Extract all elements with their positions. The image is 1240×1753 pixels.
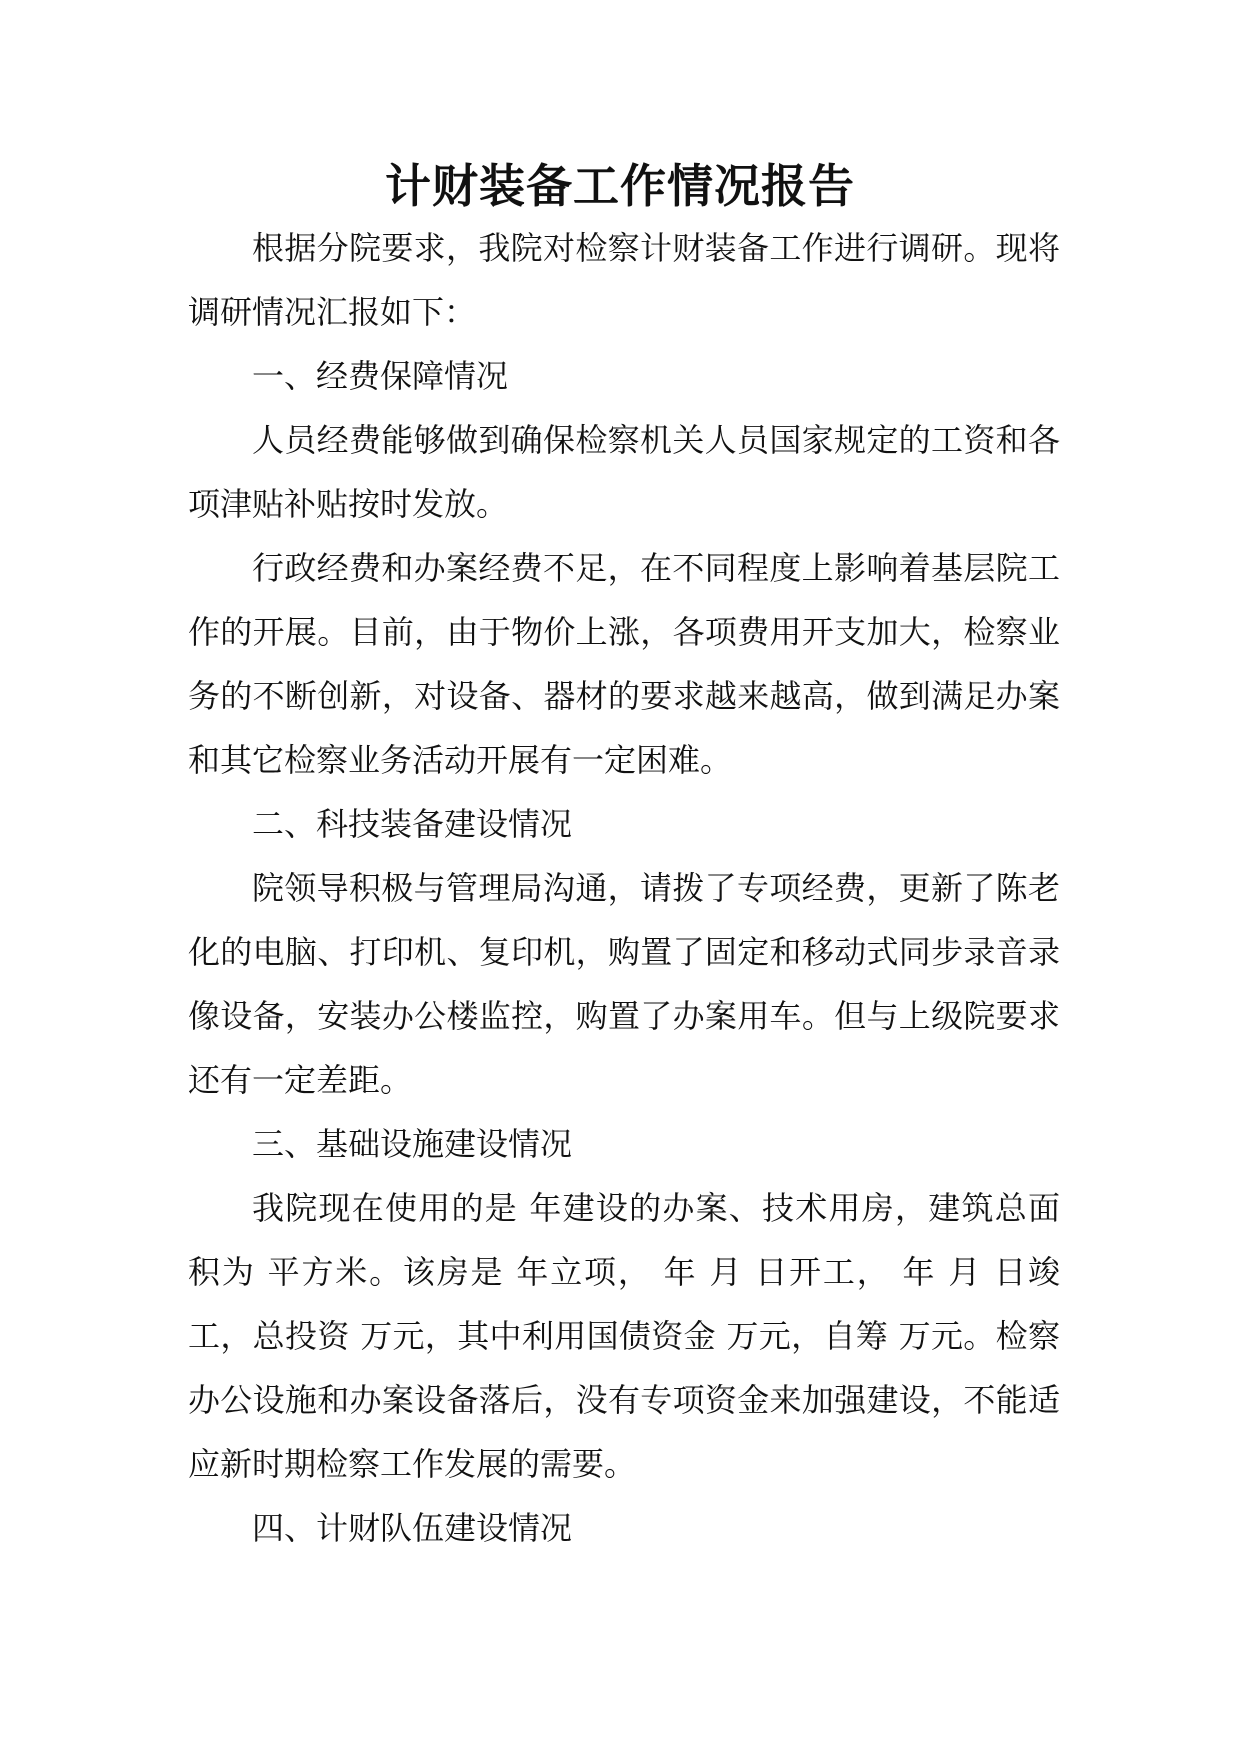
funding-paragraph-administrative: 行政经费和办案经费不足，在不同程度上影响着基层院工作的开展。目前，由于物价上涨，各项费用开支加大，检察业务的不断创新，对设备、器材的要求越来越高，做到满足办案和其它检察业务活动开展有一定困难。 [188,549,1060,779]
section-heading-team: 四、计财队伍建设情况 [252,1509,573,1547]
section-heading-infrastructure: 三、基础设施建设情况 [252,1125,573,1163]
infrastructure-paragraph: 我院现在使用的是 年建设的办案、技术用房，建筑总面积为 平方米。该房是 年立项， 年 月 日开工， 年 月 日竣工，总投资 万元，其中利用国债资金 万元，自筹 万元。检察办公设施和办案设备落后，没有专项资金来加强建设，不能适应新时期检察工作发展的需要。 [188,1189,1060,1483]
section-heading-funding: 一、经费保障情况 [252,357,509,395]
funding-paragraph-personnel: 人员经费能够做到确保检察机关人员国家规定的工资和各项津贴补贴按时发放。 [188,421,1060,523]
document-body [188,216,1060,1560]
equipment-paragraph: 院领导积极与管理局沟通，请拨了专项经费，更新了陈老化的电脑、打印机、复印机，购置了固定和移动式同步录音录像设备，安装办公楼监控，购置了办案用车。但与上级院要求还有一定差距。 [188,869,1060,1099]
section-heading-equipment: 二、科技装备建设情况 [252,805,573,843]
document-title: 计财装备工作情况报告 [385,159,855,213]
intro-paragraph: 根据分院要求，我院对检察计财装备工作进行调研。现将调研情况汇报如下： [188,229,1060,331]
